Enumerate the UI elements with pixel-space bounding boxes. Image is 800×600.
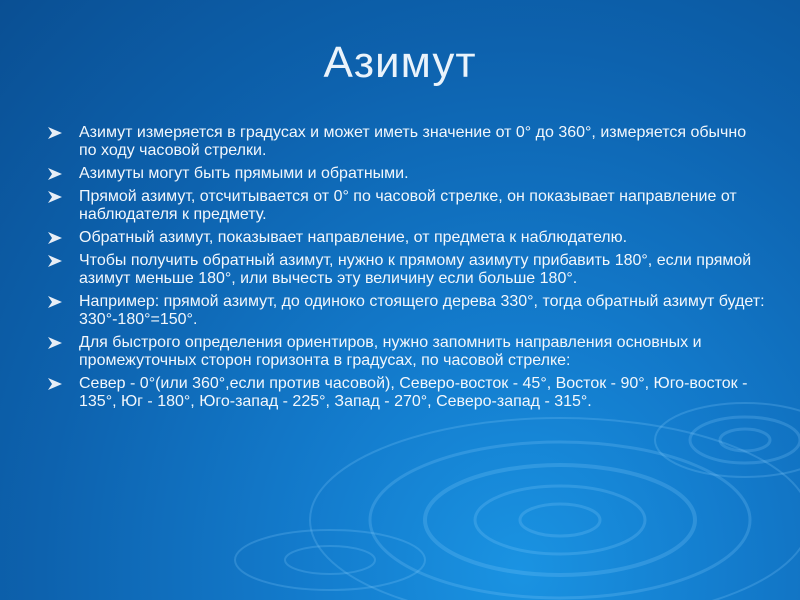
bullet-item — [48, 165, 768, 183]
arrow-bullet-icon — [48, 232, 62, 244]
bullet-item — [48, 124, 768, 160]
bullet-text: Например: прямой азимут, до одиноко стоящего дерева 330°, тогда обратный азимут будет: 330°-180°=150°. — [79, 293, 765, 328]
arrow-bullet-icon — [48, 168, 62, 180]
bullet-text: Для быстрого определения ориентиров, нужно запомнить направления основных и промежуточных сторон горизонта в градусах, по часовой стрелке: — [79, 334, 702, 369]
arrow-bullet-icon — [48, 296, 62, 308]
bullet-item — [48, 293, 768, 329]
bullet-text: Прямой азимут, отсчитывается от 0° по часовой стрелке, он показывает направление от наблюдателя к предмету. — [79, 188, 737, 223]
bullet-item — [48, 375, 768, 411]
slide-title: Азимут — [323, 38, 477, 87]
bullet-item — [48, 334, 768, 370]
bullet-item — [48, 188, 768, 224]
arrow-bullet-icon — [48, 255, 62, 267]
bullet-text: Азимуты могут быть прямыми и обратными. — [79, 165, 409, 182]
bullet-text: Обратный азимут, показывает направление, от предмета к наблюдателю. — [79, 229, 628, 246]
arrow-bullet-icon — [48, 378, 62, 390]
bullet-text: Чтобы получить обратный азимут, нужно к прямому азимуту прибавить 180°, если прямой азимут меньше 180°, или вычесть эту величину если больше 180°. — [79, 252, 752, 287]
arrow-bullet-icon — [48, 191, 62, 203]
arrow-bullet-icon — [48, 127, 62, 139]
bullet-list — [48, 124, 768, 416]
arrow-bullet-icon — [48, 337, 62, 349]
bullet-item — [48, 229, 768, 247]
bullet-item — [48, 252, 768, 288]
bullet-text: Север - 0°(или 360°,если против часовой), Северо-восток - 45°, Восток - 90°, Юго-восток - 135°, Юг - 180°, Юго-запад - 225°, Запад - 270°, Северо-запад - 315°. — [79, 375, 748, 410]
bullet-text: Азимут измеряется в градусах и может иметь значение от 0° до 360°, измеряется обычно по ходу часовой стрелки. — [79, 124, 747, 159]
